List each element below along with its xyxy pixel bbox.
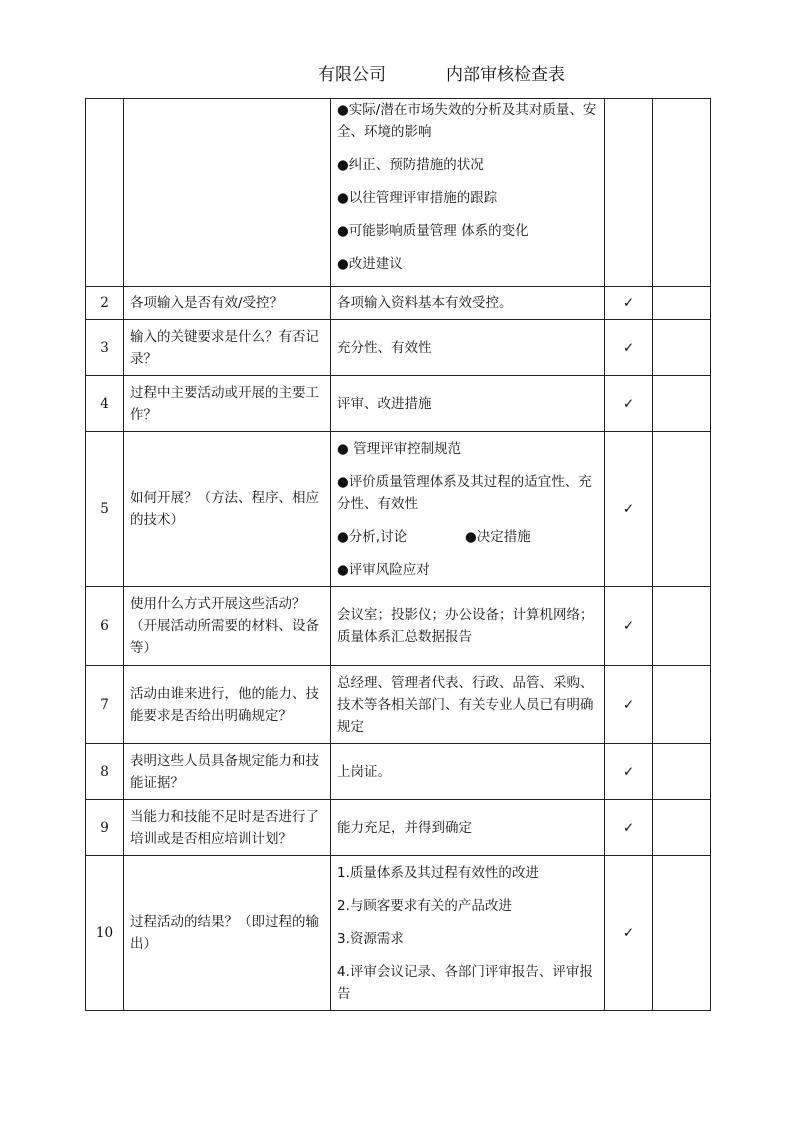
check-mark: ✓ (605, 376, 653, 432)
answer-line: ●评审风险应对 (337, 561, 430, 578)
answer-cell (331, 432, 605, 587)
question-cell: 使用什么方式开展这些活动？（开展活动所需要的材料、设备等） (124, 587, 331, 666)
answer-cell: 会议室；投影仪；办公设备；计算机网络；质量体系汇总数据报告 (331, 587, 605, 666)
row-number: 4 (86, 376, 124, 432)
company-name: 有限公司 (318, 65, 386, 85)
table-row (86, 744, 711, 800)
check-mark: ✓ (605, 744, 653, 800)
remark-cell (653, 99, 711, 287)
answer-line: ●纠正、预防措施的状况 (337, 157, 484, 173)
remark-cell (653, 432, 711, 587)
row-number: 7 (86, 666, 124, 744)
answer-line: ● 管理评审控制规范 (337, 440, 462, 457)
answer-line: 4.评审会议记录、各部门评审报告、评审报告 (337, 963, 593, 1002)
answer-cell: 能力充足，并得到确定 (331, 800, 605, 856)
remark-cell (653, 587, 711, 666)
row-number: 3 (86, 320, 124, 376)
remark-cell (653, 744, 711, 800)
audit-checklist-table (85, 98, 711, 1011)
remark-cell (653, 287, 711, 320)
answer-item: ●分析,讨论 (337, 528, 408, 545)
question-cell: 过程活动的结果？（即过程的输出） (124, 856, 331, 1011)
table-row (86, 666, 711, 744)
row-number: 9 (86, 800, 124, 856)
row-number: 10 (86, 856, 124, 1011)
answer-item: ●决定措施 (465, 528, 531, 545)
remark-cell (653, 320, 711, 376)
question-cell: 过程中主要活动或开展的主要工作？ (124, 376, 331, 432)
table-row (86, 287, 711, 320)
answer-line: ●评价质量管理体系及其过程的适宜性、充分性、有效性 (337, 473, 592, 512)
table-row (86, 587, 711, 666)
check-mark: ✓ (605, 587, 653, 666)
table-row (86, 320, 711, 376)
page-header (0, 60, 794, 86)
check-mark (605, 99, 653, 287)
answer-cell (331, 856, 605, 1011)
check-mark: ✓ (605, 320, 653, 376)
table-row (86, 856, 711, 1011)
answer-line: ●以往管理评审措施的跟踪 (337, 190, 498, 206)
row-number: 8 (86, 744, 124, 800)
answer-line: 2.与顾客要求有关的产品改进 (337, 897, 512, 914)
page-title: 内部审核检查表 (446, 65, 565, 85)
question-cell: 输入的关键要求是什么？有否记录？ (124, 320, 331, 376)
question-cell: 当能力和技能不足时是否进行了培训或是否相应培训计划？ (124, 800, 331, 856)
answer-cell: 总经理、管理者代表、行政、品管、采购、技术等各相关部门、有关专业人员已有明确规定 (331, 666, 605, 744)
remark-cell (653, 666, 711, 744)
answer-line: ●实际/潜在市场失效的分析及其对质量、安全、环境的影响 (337, 102, 597, 140)
question-cell: 各项输入是否有效/受控？ (124, 287, 331, 320)
table-row (86, 99, 711, 287)
question-cell: 如何开展？（方法、程序、相应的技术） (124, 432, 331, 587)
answer-cell (331, 99, 605, 287)
question-cell (124, 99, 331, 287)
answer-line: 3.资源需求 (337, 930, 404, 947)
table-row (86, 432, 711, 587)
row-number (86, 99, 124, 287)
row-number: 2 (86, 287, 124, 320)
check-mark: ✓ (605, 287, 653, 320)
answer-line: 1.质量体系及其过程有效性的改进 (337, 864, 539, 881)
check-mark: ✓ (605, 800, 653, 856)
check-mark: ✓ (605, 666, 653, 744)
check-mark: ✓ (605, 856, 653, 1011)
answer-cell: 充分性、有效性 (331, 320, 605, 376)
row-number: 5 (86, 432, 124, 587)
remark-cell (653, 800, 711, 856)
answer-cell: 评审、改进措施 (331, 376, 605, 432)
table-row (86, 800, 711, 856)
remark-cell (653, 856, 711, 1011)
remark-cell (653, 376, 711, 432)
question-cell: 表明这些人员具备规定能力和技能证据？ (124, 744, 331, 800)
row-number: 6 (86, 587, 124, 666)
answer-line: ●改进建议 (337, 256, 403, 272)
table-row (86, 376, 711, 432)
answer-line-pair (337, 526, 598, 548)
answer-cell: 上岗证。 (331, 744, 605, 800)
check-mark: ✓ (605, 432, 653, 587)
answer-line: ●可能影响质量管理 体系的变化 (337, 223, 529, 239)
question-cell: 活动由谁来进行，他的能力、技能要求是否给出明确规定？ (124, 666, 331, 744)
answer-cell: 各项输入资料基本有效受控。 (331, 287, 605, 320)
